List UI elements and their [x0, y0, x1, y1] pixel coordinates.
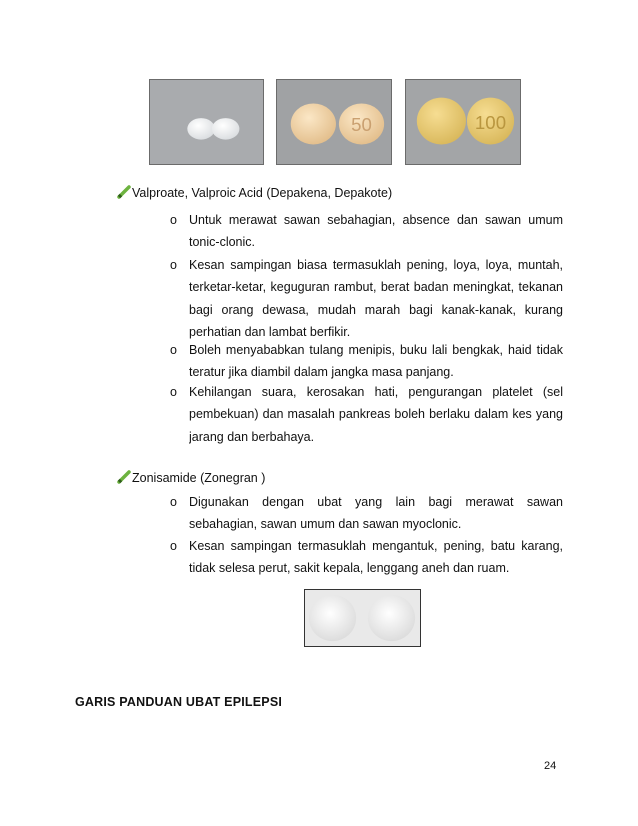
list-item-line: tonic-clonic. — [189, 235, 255, 249]
sub-bullet-marker: o — [170, 385, 177, 399]
photo-valproate-yellow-tablets — [405, 79, 521, 165]
section-heading: GARIS PANDUAN UBAT EPILEPSI — [75, 695, 283, 709]
sub-bullet-marker: o — [170, 258, 177, 272]
list-item-line: bagi orang dewasa, mudah marah bagi kanak-kanak, kurang — [189, 303, 563, 317]
bullet-label: Valproate, Valproic Acid (Depakena, Depakote) — [132, 186, 393, 200]
list-item-line: tidak selesa perut, sakit kepala, lenggang aneh dan ruam. — [189, 561, 510, 575]
list-item-line: Kesan sampingan biasa termasuklah pening, loya, loya, muntah, — [189, 258, 563, 272]
bullet-label: Zonisamide (Zonegran ) — [132, 471, 266, 485]
photo-valproate-peach-tablets — [276, 79, 392, 165]
sub-bullet-marker: o — [170, 495, 177, 509]
list-item-line: pembekuan) dan masalah pankreas boleh berlaku dalam kes yang — [189, 407, 563, 421]
sub-bullet-marker: o — [170, 539, 177, 553]
bullet-valproate — [132, 185, 392, 201]
svg-text:50: 50 — [351, 113, 372, 135]
pencil-bullet-icon — [117, 185, 131, 199]
bullet-zonisamide — [132, 470, 265, 486]
list-item-line: Digunakan dengan ubat yang lain bagi merawat sawan — [189, 495, 563, 509]
photo-zonisamide-tablets — [304, 589, 421, 647]
list-item-line: sebahagian, sawan umum dan sawan myoclonic. — [189, 517, 462, 531]
list-item-line: terketar-ketar, keguguran rambut, berat badan meningkat, tekanan — [189, 280, 563, 294]
list-item-line: Kesan sampingan termasuklah mengantuk, pening, batu karang, — [189, 539, 563, 553]
list-item-line: perhatian dan lambat berfikir. — [189, 325, 351, 339]
page-number: 24 — [544, 760, 557, 772]
list-item-line: Boleh menyababkan tulang menipis, buku lali bengkak, haid tidak — [189, 343, 563, 357]
photo-valproate-white-tablets — [149, 79, 264, 165]
sub-bullet-marker: o — [170, 343, 177, 357]
list-item-line: Kehilangan suara, kerosakan hati, pengurangan platelet (sel — [189, 385, 563, 399]
sub-bullet-marker: o — [170, 213, 177, 227]
list-item-line: Untuk merawat sawan sebahagian, absence dan sawan umum — [189, 213, 563, 227]
svg-text:100: 100 — [474, 111, 507, 133]
list-item-line: teratur jika diambil dalam jangka masa panjang. — [189, 365, 454, 379]
list-item-line: jarang dan berbahaya. — [189, 430, 315, 444]
pencil-bullet-icon — [117, 470, 131, 484]
